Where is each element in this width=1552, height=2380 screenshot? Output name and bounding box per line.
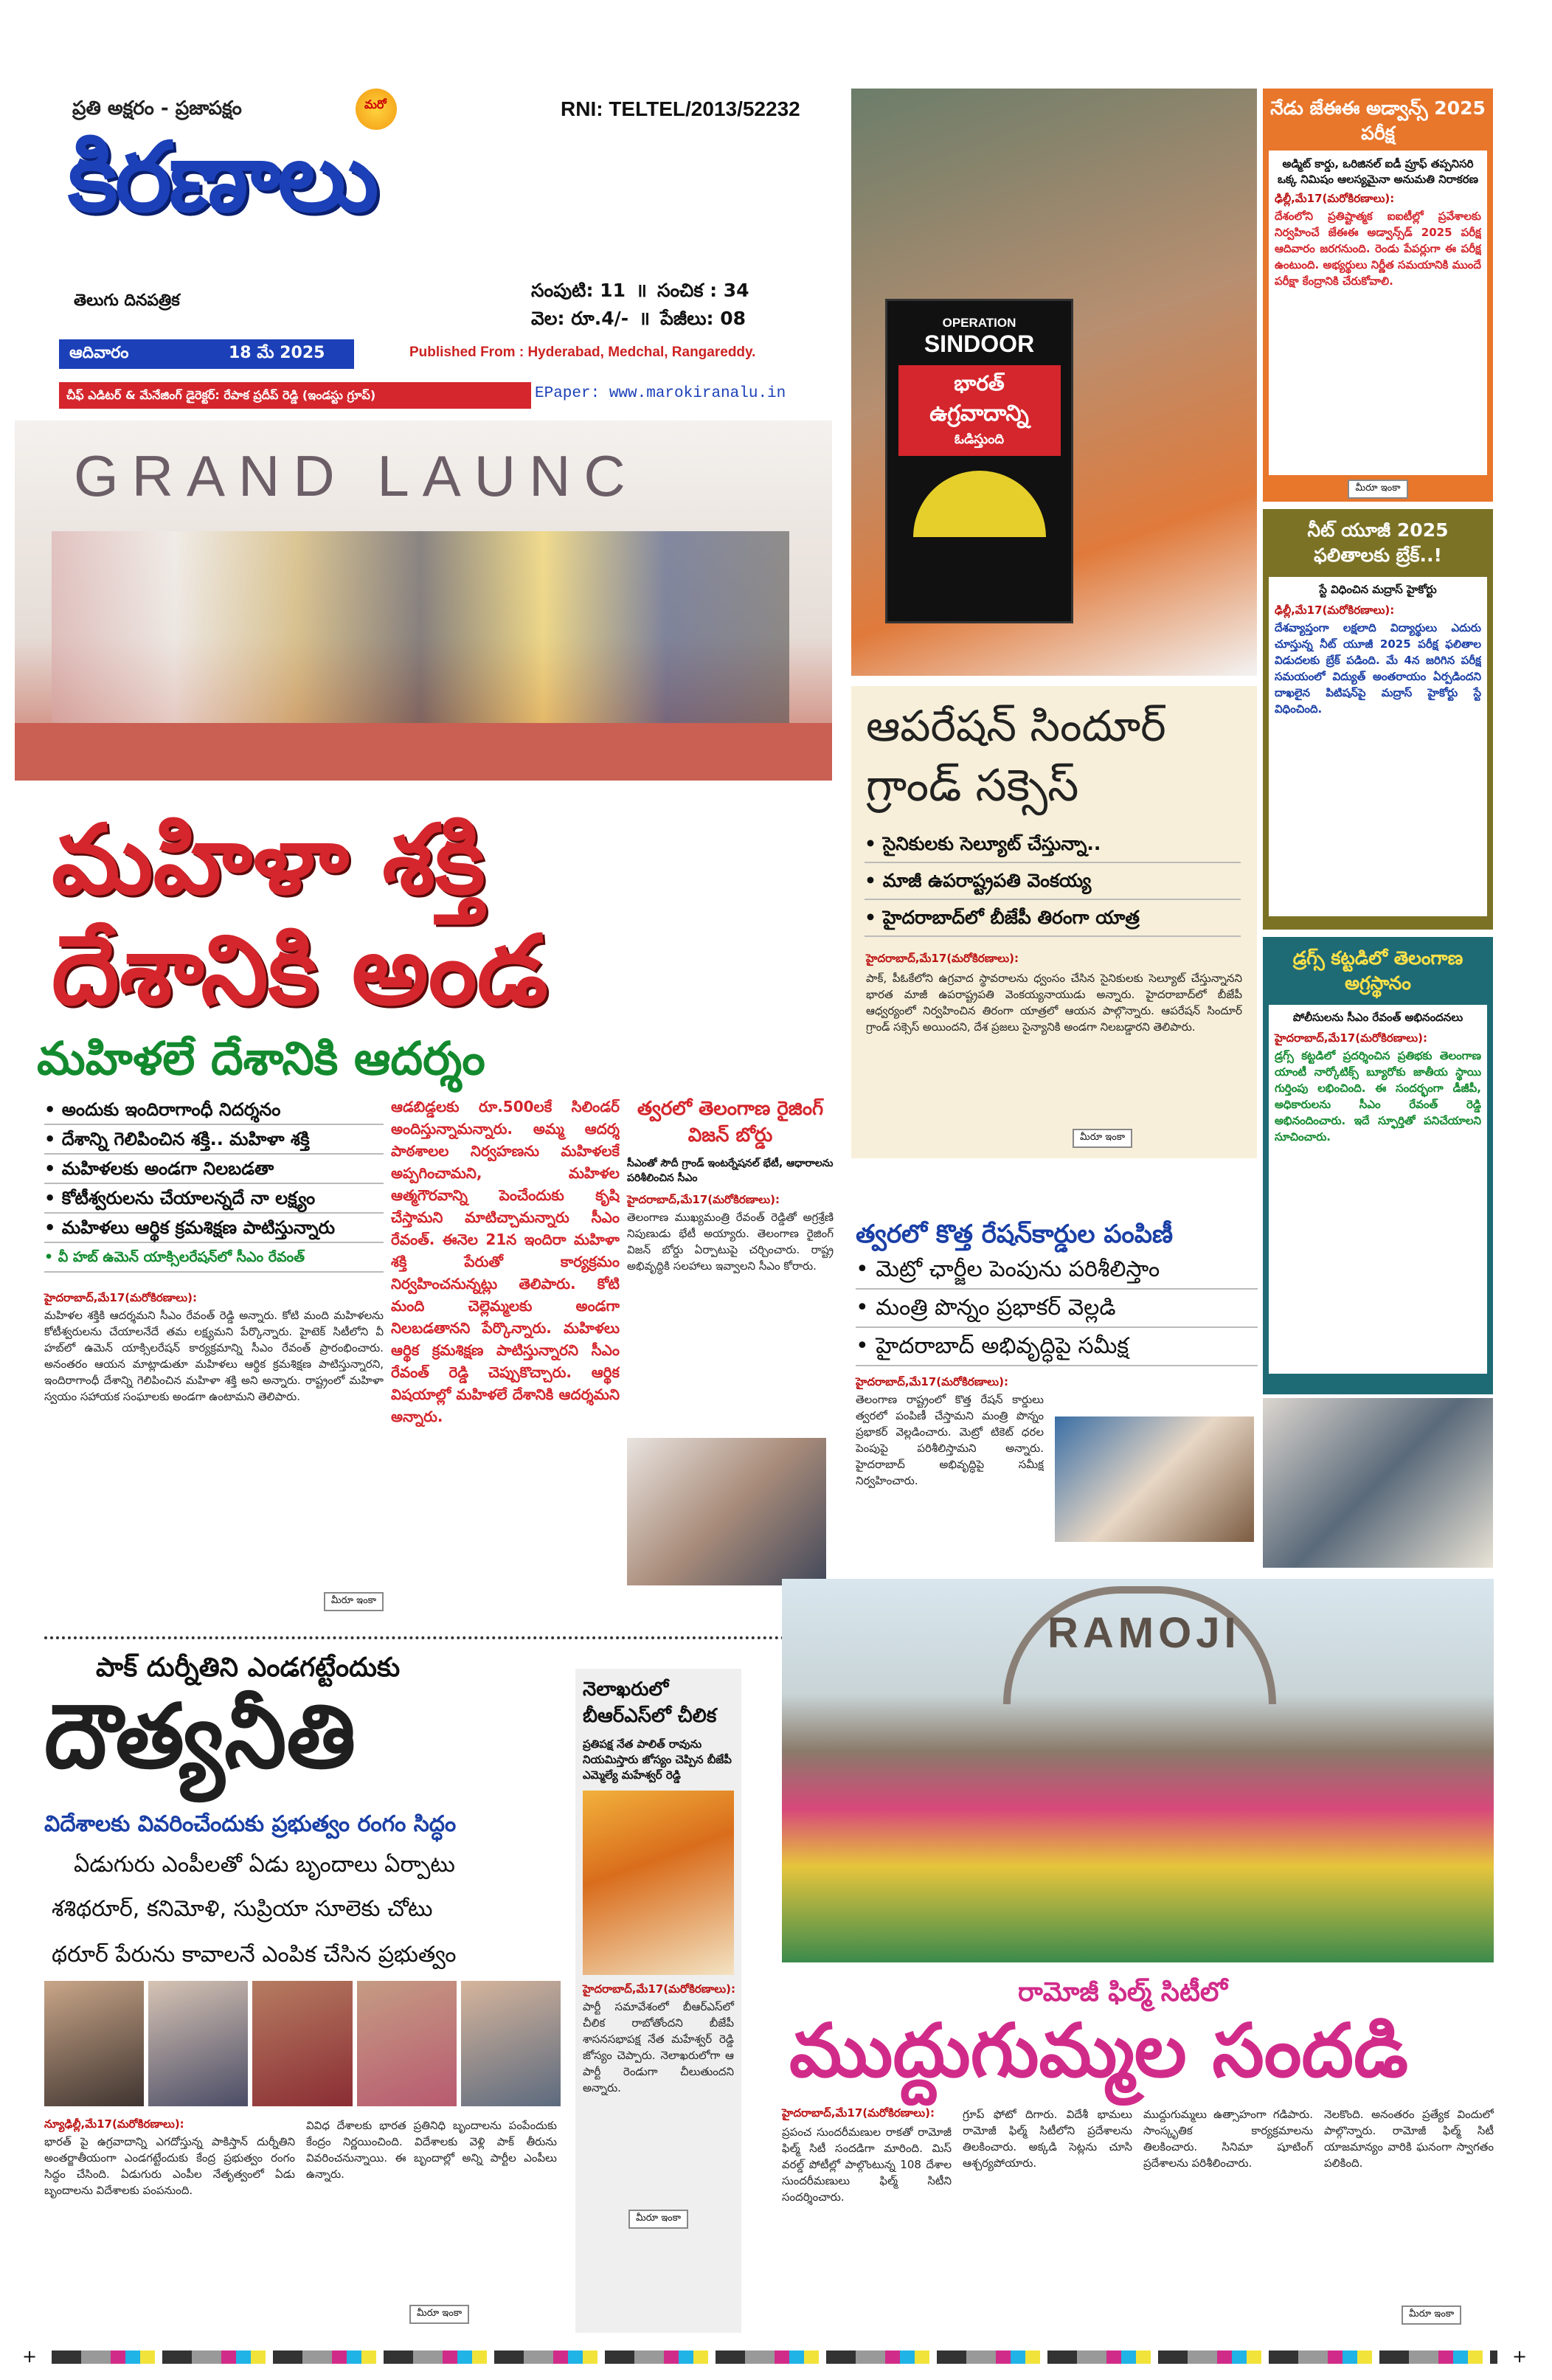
- rising-photo: [627, 1438, 826, 1585]
- registration-strip: [0, 2346, 1552, 2368]
- pages: పేజీలు: 08: [660, 308, 746, 329]
- drugs-body: డ్రగ్స్ కట్టడిలో ప్రదర్శించిన ప్రతిభకు తెలంగాణ యాంటీ నార్కోటిక్స్ బ్యూరోకు జాతీయ స్థాయి గుర్తింపు లభించింది. ఈ సందర్భంగా డీజీపీ, అధికారులను సీఎం రేవంత్ రెడ్డి అభినందించారు. ఇదే స్ఫూర్తితో పనిచేయాలని సూచించారు.: [1275, 1049, 1481, 1144]
- paper-title: కిరణాలు: [68, 121, 376, 233]
- sindoor-bullets: [865, 826, 1241, 937]
- rising-body: తెలంగాణ ముఖ్యమంత్రి రేవంత్ రెడ్డితో అగ్రశ్రేణి నిపుణుడు భేటీ అయ్యారు. తెలంగాణ రైజింగ్ విజన్ బోర్డు ఏర్పాటుపై చర్చించారు. రాష్ట్ర అభివృద్ధికి సలహాలు ఇవ్వాలని సీఎం కోరారు.: [627, 1211, 834, 1273]
- launch-banner-text: GRAND LAUNC: [74, 443, 639, 508]
- neet-body-card: [1269, 577, 1487, 916]
- jee-body-card: [1269, 151, 1487, 475]
- dotted-divider: [44, 1636, 797, 1639]
- main-headline-1: మహిళా శక్తి: [52, 803, 485, 916]
- jee-dateline: ఢిల్లీ,మే17(మరోకిరణాలు):: [1275, 192, 1395, 205]
- price: వెల: రూ.4/-: [531, 308, 629, 329]
- drugs-box: [1263, 937, 1493, 1394]
- logo-small-text: మరో: [364, 97, 387, 111]
- main-bullet: • కోటీశ్వరులను చేయాలన్నదే నా లక్ష్యం: [44, 1184, 384, 1214]
- ration-headline: త్వరలో కొత్త రేషన్‌కార్డుల పంపిణీ: [856, 1220, 1174, 1249]
- drugs-body-card: [1269, 1005, 1487, 1374]
- ramoji-arch-text: RAMOJI: [1047, 1609, 1241, 1657]
- diplomacy-story: [30, 1653, 568, 2346]
- brs-story: [575, 1669, 741, 2333]
- jee-margo-tag: మీరూ ఇంకా: [1348, 480, 1407, 499]
- date: 18 మే 2025: [229, 344, 325, 362]
- diplomacy-line2: శశిథరూర్, కనిమోళి, సుప్రియా సూలెకు చోటు: [52, 1896, 433, 1922]
- day: ఆదివారం: [69, 344, 129, 362]
- rising-sub: సీఎంతో సౌదీ గ్రాండ్ ఇంటర్నేషనల్ భేటీ, ఆధారాలను పరిశీలించిన సీఎం: [627, 1158, 834, 1184]
- sindoor-story: [851, 686, 1257, 1158]
- brs-sub: ప్రతిపక్ష నేత పాలిత్ రావును నియమిస్తారు జోస్యం చెప్పిన బీజేపీ ఎమ్మెల్యే మహేశ్వర్ రెడ్డి: [583, 1737, 732, 1782]
- ramoji-col3: ముద్దుగుమ్మలు ఉత్సాహంగా గడిపారు. సాంస్కృతిక కార్యక్రమాలను తిలకించారు. సినిమా షూటింగ్ ప్రదేశాలను పరిశీలించారు.: [1143, 2108, 1313, 2170]
- neet-dateline: ఢిల్లీ,మే17(మరోకిరణాలు):: [1275, 603, 1395, 617]
- sindoor-headline-2: గ్రాండ్ సక్సెస్: [866, 760, 1079, 812]
- jee-title: నేడు జేఈఈ అడ్వాన్స్ 2025 పరీక్ష: [1270, 97, 1486, 144]
- main-bullet: • దేశాన్ని గెలిపించిన శక్తి.. మహిళా శక్తి: [44, 1125, 384, 1155]
- operation-sindoor-photo: [851, 89, 1257, 676]
- drugs-dateline: హైదరాబాద్,మే17(మరోకిరణాలు):: [1275, 1031, 1427, 1045]
- main-bullet: • మహిళలకు అండగా నిలబడతా: [44, 1155, 384, 1184]
- main-bullet: • మహిళలు ఆర్థిక క్రమశిక్షణ పాటిస్తున్నారు: [44, 1214, 384, 1243]
- drugs-photo: [1263, 1398, 1493, 1568]
- main-body: మహిళల శక్తికి ఆదర్శమని సీఎం రేవంత్ రెడ్డి అన్నారు. కోటి మంది మహిళలను కోటీశ్వరులను చేయాలనేదే తమ లక్ష్యమని పేర్కొన్నారు. హైటెక్ సిటీలోని వీ హబ్‌లో ఉమెన్ యాక్సిలరేషన్ కార్యక్రమాన్ని సీఎం రేవంత్ ప్రారంభించారు. అనంతరం ఆయన మాట్లాడుతూ మహిళలు ఆర్థిక క్రమశిక్షణ పాటిస్తున్నారని, ఇందిరాగాంధీ దేశాన్ని గెలిపించిన మహిళా శక్తి అని అన్నారు. రాష్ట్రంలో మహిళా స్వయం సహాయక సంఘాలకు అండగా ఉంటామని తెలిపారు.: [44, 1309, 384, 1403]
- paper-subtitle: తెలుగు దినపత్రిక: [74, 291, 180, 310]
- mp-photo: [44, 1981, 144, 2106]
- ramoji-col2: గ్రూప్ ఫోటో దిగారు. విదేశీ భామలు రామోజీ ఫిల్మ్ సిటీలోని ప్రదేశాలను తిలకించారు. అక్కడి సెట్లను చూసి ఆశ్చర్యపోయారు.: [963, 2108, 1132, 2170]
- mp-photo: [357, 1981, 457, 2106]
- diplomacy-kicker: పాక్ దుర్నీతిని ఎండగట్టేందుకు: [96, 1653, 401, 1683]
- rni-number: RNI: TELTEL/2013/52232: [561, 97, 800, 120]
- ration-photo: [1055, 1416, 1254, 1542]
- diplomacy-col2: వివిధ దేశాలకు భారత ప్రతినిధి బృందాలను పంపేందుకు కేంద్రం నిర్ణయించింది. విదేశాలకు వెళ్లి పాక్ తీరును వివరించనున్నాయి. ఈ బృందాల్లో అన్ని పార్టీల ఎంపీలు ఉన్నారు.: [306, 2119, 557, 2181]
- mp-photo: [148, 1981, 248, 2106]
- jee-box: [1263, 89, 1493, 502]
- main-headline-2: దేశానికి అండ: [52, 914, 548, 1026]
- ramoji-dateline: హైదరాబాద్,మే17(మరోకిరణాలు):: [782, 2106, 935, 2120]
- mp-photo: [461, 1981, 561, 2106]
- sindoor-placard: [885, 299, 1073, 623]
- ration-dateline: హైదరాబాద్,మే17(మరోకిరణాలు):: [856, 1375, 1008, 1388]
- edition-info: సంపుటి: 11 ॥ సంచిక : 34 వెల: రూ.4/- ॥ పేజీలు: 08: [531, 280, 749, 329]
- drugs-title: డ్రగ్స్ కట్టడిలో తెలంగాణ అగ్రస్థానం: [1292, 947, 1463, 994]
- placard-line1: భారత్: [954, 371, 1005, 395]
- ration-bullet: • మెట్రో ఛార్జీల పెంపును పరిశీలిస్తాం: [856, 1251, 1258, 1290]
- main-dateline: హైదరాబాద్,మే17(మరోకిరణాలు):: [44, 1291, 197, 1304]
- ration-body: తెలంగాణ రాష్ట్రంలో కొత్త రేషన్ కార్డులు త్వరలో పంపిణీ చేస్తామని మంత్రి పొన్నం ప్రభాకర్ వెల్లడించారు. మెట్రో టికెట్ ధరల పెంపుపై పరిశీలిస్తామని అన్నారు. హైదరాబాద్ అభివృద్ధిపై సమీక్ష నిర్వహించారు.: [856, 1393, 1044, 1487]
- main-body-col1: [44, 1291, 384, 1616]
- grand-launch-photo: [15, 421, 832, 781]
- main-bullets: [44, 1096, 384, 1273]
- ramoji-kicker: రామోజీ ఫిల్మ్ సిటీలో: [1018, 1977, 1227, 2007]
- ramoji-margo-tag: మీరూ ఇంకా: [1402, 2305, 1461, 2325]
- published-from: Published From : Hyderabad, Medchal, Rangareddy.: [409, 345, 756, 360]
- sun-logo: [339, 81, 413, 125]
- sindoor-headline-1: ఆపరేషన్ సిందూర్: [866, 701, 1166, 751]
- placard-brand: SINDOOR: [924, 331, 1035, 357]
- rising-story: [627, 1096, 834, 1612]
- placard-top: OPERATION: [942, 316, 1016, 330]
- jee-body: దేశంలోని ప్రతిష్టాత్మక ఐఐటీల్లో ప్రవేశాలకు నిర్వహించే జేఈఈ అడ్వాన్స్‌డ్ 2025 పరీక్ష ఆదివారం జరగనుంది. రెండు పేపర్లుగా ఈ పరీక్ష ఉంటుంది. అభ్యర్థులు నిర్ణీత సమయానికి ముందే పరీక్షా కేంద్రానికి చేరుకోవాలి.: [1275, 210, 1481, 288]
- sindoor-bullet: • మాజీ ఉపరాష్ట్రపతి వెంకయ్య: [865, 863, 1241, 900]
- masthead: [30, 81, 841, 428]
- epaper-link[interactable]: EPaper: www.marokiranalu.in: [535, 385, 786, 402]
- brs-body: పార్టీ సమావేశంలో బీఆర్‌ఎస్‌లో చీలిక రాబోతోందని బీజేపీ శాసనసభాపక్ష నేత మహేశ్వర్ రెడ్డి జోస్యం చెప్పారు. నెలాఖరులోగా ఆ పార్టీ రెండుగా చీలుతుందని అన్నారు.: [583, 2000, 734, 2094]
- brs-photo: [583, 1791, 734, 1975]
- ration-bullet: • మంత్రి పొన్నం ప్రభాకర్ వెల్లడి: [856, 1290, 1258, 1328]
- crop-mark-left: +: [22, 2346, 38, 2367]
- neet-box: [1263, 509, 1493, 930]
- mp-photos: [44, 1981, 561, 2106]
- color-bar: [52, 2350, 1497, 2364]
- ramoji-headline: ముద్దుగుమ్మల సందడి: [789, 2007, 1409, 2094]
- neet-title: నీట్ యూజీ 2025 ఫలితాలకు బ్రేక్..!: [1307, 519, 1449, 566]
- ration-bullet: • హైదరాబాద్ అభివృద్ధిపై సమీక్ష: [856, 1328, 1258, 1366]
- ramoji-photo: [782, 1579, 1494, 1962]
- rising-headline: త్వరలో తెలంగాణ రైజింగ్ విజన్ బోర్డు: [637, 1098, 824, 1146]
- mp-photo: [252, 1981, 352, 2106]
- crop-mark-right: +: [1512, 2346, 1528, 2367]
- diplomacy-subhead: విదేశాలకు వివరించేందుకు ప్రభుత్వం రంగం సిద్ధం: [44, 1811, 457, 1837]
- neet-sub: స్టే విధించిన మద్రాస్ హైకోర్టు: [1319, 583, 1437, 596]
- sindoor-margo-tag: మీరూ ఇంకా: [1073, 1129, 1132, 1148]
- sindoor-bullet: • హైదరాబాద్‌లో బీజేపీ తిరంగా యాత్ర: [865, 900, 1241, 937]
- diplomacy-headline: దౌత్యనీతి: [44, 1686, 356, 1788]
- diplomacy-dateline: న్యూఢిల్లీ,మే17(మరోకిరణాలు):: [44, 2117, 184, 2131]
- diplomacy-line1: ఏడుగురు ఎంపీలతో ఏడు బృందాలు ఏర్పాటు: [74, 1852, 455, 1878]
- ramoji-columns: [782, 2106, 1494, 2335]
- rising-dateline: హైదరాబాద్,మే17(మరోకిరణాలు):: [627, 1193, 780, 1206]
- placard-line3: ఓడిస్తుంది: [954, 432, 1005, 447]
- sindoor-dateline: హైదరాబాద్,మే17(మరోకిరణాలు):: [866, 952, 1019, 965]
- main-body-col2: ఆడబిడ్డలకు రూ.500లకే సిలిండర్ అందిస్తున్నామన్నారు. అమ్మ ఆదర్శ పాఠశాలల నిర్వహణను మహిళలకే అప్పగించామని, మహిళల ఆత్మగౌరవాన్ని పెంచేందుకు కృషి చేస్తామని మాటిచ్చామన్నారు సీఎం రేవంత్. ఈనెల 21న ఇందిరా మహిళా శక్తి పేరుతో కార్యక్రమం నిర్వహించనున్నట్లు తెలిపారు. కోటి మంది చెల్లెమ్మలకు అండగా నిలబడతానని పేర్కొన్నారు. మహిళలు ఆర్థిక క్రమశిక్షణ పాటిస్తున్నారని సీఎం రేవంత్ రెడ్డి చెప్పుకొచ్చారు. ఆర్థిక విషయాల్లో మహిళలే దేశానికి ఆదర్శమని అన్నారు.: [391, 1098, 620, 1425]
- ramoji-col1: ప్రపంచ సుందరీమణుల రాకతో రామోజీ ఫిల్మ్ సిటీ సందడిగా మారింది. మిస్ వరల్డ్ పోటీల్లో పాల్గొంటున్న 108 దేశాల సుందరీమణులు ఫిల్మ్ సిటీని సందర్శించారు.: [782, 2125, 952, 2204]
- placard-line2: ఉగ్రవాదాన్ని: [929, 401, 1029, 426]
- drugs-sub: పోలీసులను సీఎం రేవంత్ అభినందనలు: [1292, 1011, 1463, 1024]
- ration-story: [856, 1217, 1258, 1571]
- tagline: ప్రతి అక్షరం - ప్రజాపక్షం: [72, 97, 242, 120]
- diplomacy-margo-tag: మీరూ ఇంకా: [409, 2305, 469, 2324]
- main-margo-tag: మీరూ ఇంకా: [324, 1592, 384, 1611]
- main-headline: [30, 804, 856, 1040]
- editor-bar: చీఫ్ ఎడిటర్ & మేనేజింగ్ డైరెక్టర్: రేపాక ప్రదీప్ రెడ్డి (ఇండస్టు గ్రూప్): [59, 382, 531, 409]
- diplomacy-line3: థరూర్ పేరును కావాలనే ఎంపిక చేసిన ప్రభుత్వం: [52, 1942, 457, 1968]
- brs-dateline: హైదరాబాద్,మే17(మరోకిరణాలు):: [583, 1982, 735, 1996]
- jee-sub: అడ్మిట్ కార్డు, ఒరిజినల్ ఐడీ ప్రూఫ్ తప్పనిసరి ఒక్క నిమిషం ఆలస్యమైనా అనుమతి నిరాకరణ: [1277, 157, 1479, 186]
- sindoor-bullet: • సైనికులకు సెల్యూట్ చేస్తున్నా..: [865, 826, 1241, 863]
- volume: సంపుటి: 11: [531, 280, 626, 301]
- sindoor-body: పాక్, పీఓకేలోని ఉగ్రవాద స్థావరాలను ధ్వంసం చేసిన సైనికులకు సెల్యూట్ చేస్తున్నానని భారత మాజీ ఉపరాష్ట్రపతి వెంకయ్యనాయుడు అన్నారు. హైదరాబాద్‌లో బీజేపీ ఆధ్వర్యంలో నిర్వహించిన తిరంగా యాత్రలో ఆయన పాల్గొన్నారు. ఆపరేషన్ సిందూర్ గ్రాండ్ సక్సెస్ అయిందని, దేశ ప్రజలు సైన్యానికి అండగా నిలబడ్డారని తెలిపారు.: [866, 972, 1242, 1034]
- main-bullet: • వీ హబ్ ఉమెన్ యాక్సిలరేషన్‌లో సీఎం రేవంత్: [44, 1243, 384, 1273]
- ramoji-col4: నెలకొంది. అనంతరం ప్రత్యేక విందులో పాల్గొన్నారు. రామోజీ ఫిల్మ్ సిటీ యాజమాన్యం వారికి ఘనంగా స్వాగతం పలికింది.: [1324, 2108, 1494, 2170]
- main-subhead: మహిళలే దేశానికి ఆదర్శం: [37, 1031, 485, 1085]
- brs-headline: నెలాఖరులో బీఆర్ఎస్‌లో చీలిక: [583, 1678, 717, 1727]
- diplomacy-body: భారత్ పై ఉగ్రవాదాన్ని ఎగదోస్తున్న పాకిస్తాన్ దుర్నీతిని అంతర్జాతీయంగా ఎండగట్టేందుకు కేంద్ర ప్రభుత్వం రంగం సిద్ధం చేసింది. ఏడుగురు ఎంపీల నేతృత్వంలో ఏడు బృందాలను విదేశాలకు పంపనుంది.: [44, 2135, 295, 2197]
- main-bullet: • అందుకు ఇందిరాగాంధీ నిదర్శనం: [44, 1096, 384, 1125]
- issue: సంచిక : 34: [657, 280, 749, 301]
- date-bar: [59, 339, 354, 369]
- neet-body: దేశవ్యాప్తంగా లక్షలాది విద్యార్థులు ఎదురు చూస్తున్న నీట్ యూజీ 2025 పరీక్ష ఫలితాల విడుదలకు బ్రేక్ పడింది. మే 4న జరిగిన పరీక్ష సమయంలో విద్యుత్ అంతరాయం ఏర్పడిందని దాఖలైన పిటిషన్‌పై మద్రాస్ హైకోర్టు స్టే విధించింది.: [1275, 621, 1481, 716]
- brs-margo-tag: మీరూ ఇంకా: [628, 2210, 688, 2229]
